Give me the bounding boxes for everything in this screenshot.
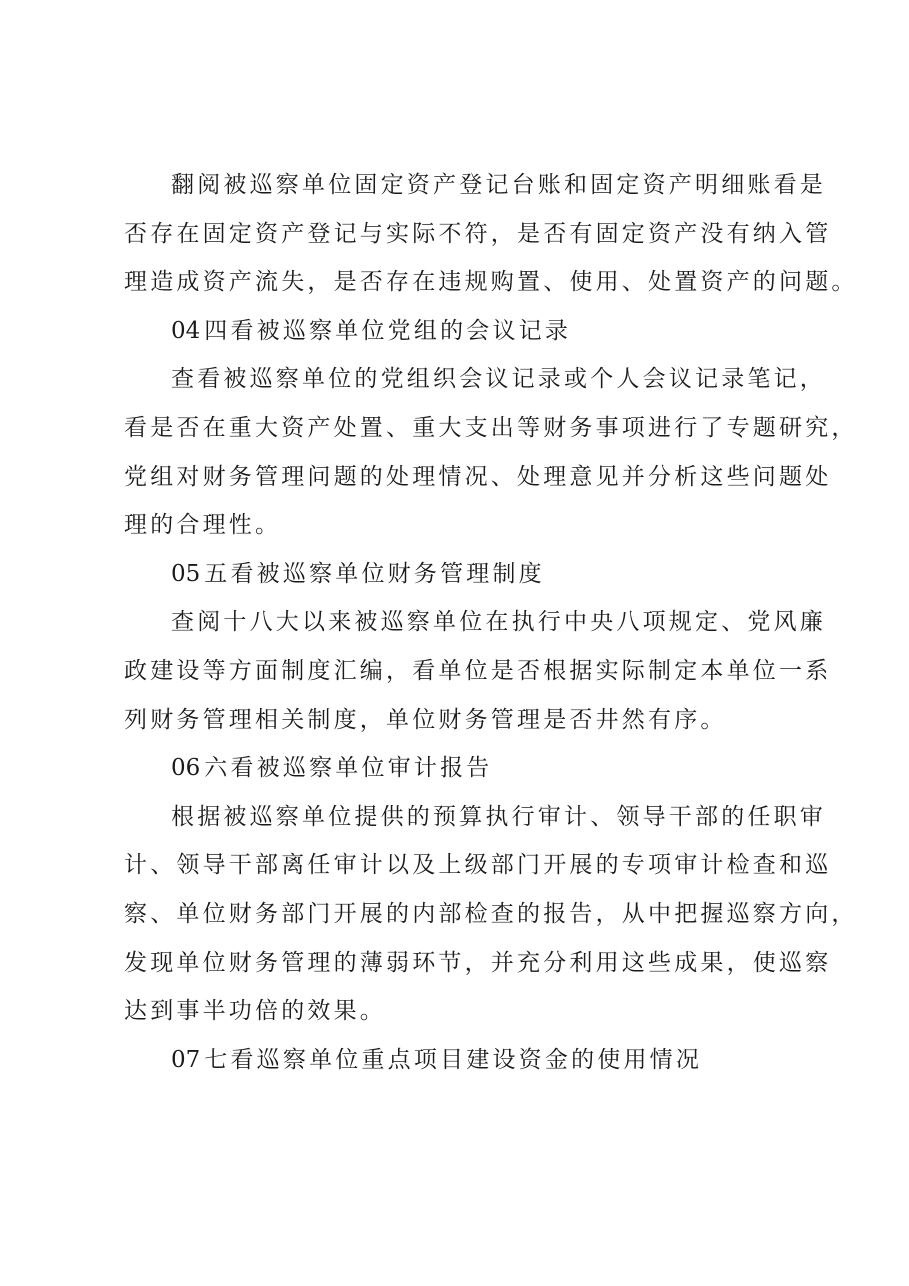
document-body: [124, 161, 858, 1084]
paragraph-line: 翻阅被巡察单位固定资产登记台账和固定资产明细账看是: [171, 172, 826, 198]
paragraph-line: 否存在固定资产登记与实际不符，是否有固定资产没有纳入管: [124, 220, 832, 247]
paragraph-line: 列财务管理相关制度，单位财务管理是否井然有序。: [124, 706, 727, 733]
section-heading-07: [124, 1036, 810, 1085]
paragraph-line: 察、单位财务部门开展的内部检查的报告，从中把握巡察方向，: [124, 900, 858, 927]
paragraph-line: 达到事半功倍的效果。: [124, 998, 386, 1025]
paragraph-line: 政建设等方面制度汇编，看单位是否根据实际制定本单位一系: [124, 657, 832, 684]
paragraph-line: 看是否在重大资产处置、重大支出等财务事项进行了专题研究，: [124, 414, 858, 441]
section-title: 六看被巡察单位审计报告: [204, 755, 493, 782]
paragraph-line: 查阅十八大以来被巡察单位在执行中央八项规定、党风廉: [171, 609, 826, 636]
paragraph-line: 发现单位财务管理的薄弱环节，并充分利用这些成果，使巡察: [124, 949, 832, 976]
paragraph-line: 党组对财务管理问题的处理情况、处理意见并分析这些问题处: [124, 463, 832, 490]
section-number: 05: [171, 560, 201, 587]
section-title: 七看巡察单位重点项目建设资金的使用情况: [204, 1046, 703, 1073]
paragraph-line: 计、领导干部离任审计以及上级部门开展的专项审计检查和巡: [124, 852, 832, 879]
section-title: 五看被巡察单位财务管理制度: [204, 560, 545, 587]
paragraph-line: 理造成资产流失，是否存在违规购置、使用、处置资产的问题。: [124, 269, 858, 296]
paragraph-line: 查看被巡察单位的党组织会议记录或个人会议记录笔记，: [171, 366, 826, 393]
paragraph-line: 根据被巡察单位提供的预算执行审计、领导干部的任职审: [171, 803, 826, 830]
section-heading-04: [124, 307, 810, 356]
section-title: 四看被巡察单位党组的会议记录: [204, 317, 572, 344]
paragraph-line: 理的合理性。: [124, 512, 282, 539]
section-number: 06: [171, 755, 201, 782]
section-number: 07: [171, 1046, 201, 1073]
section-heading-05: [124, 550, 810, 599]
section-number: 04: [171, 317, 201, 344]
section-heading-06: [124, 744, 810, 793]
